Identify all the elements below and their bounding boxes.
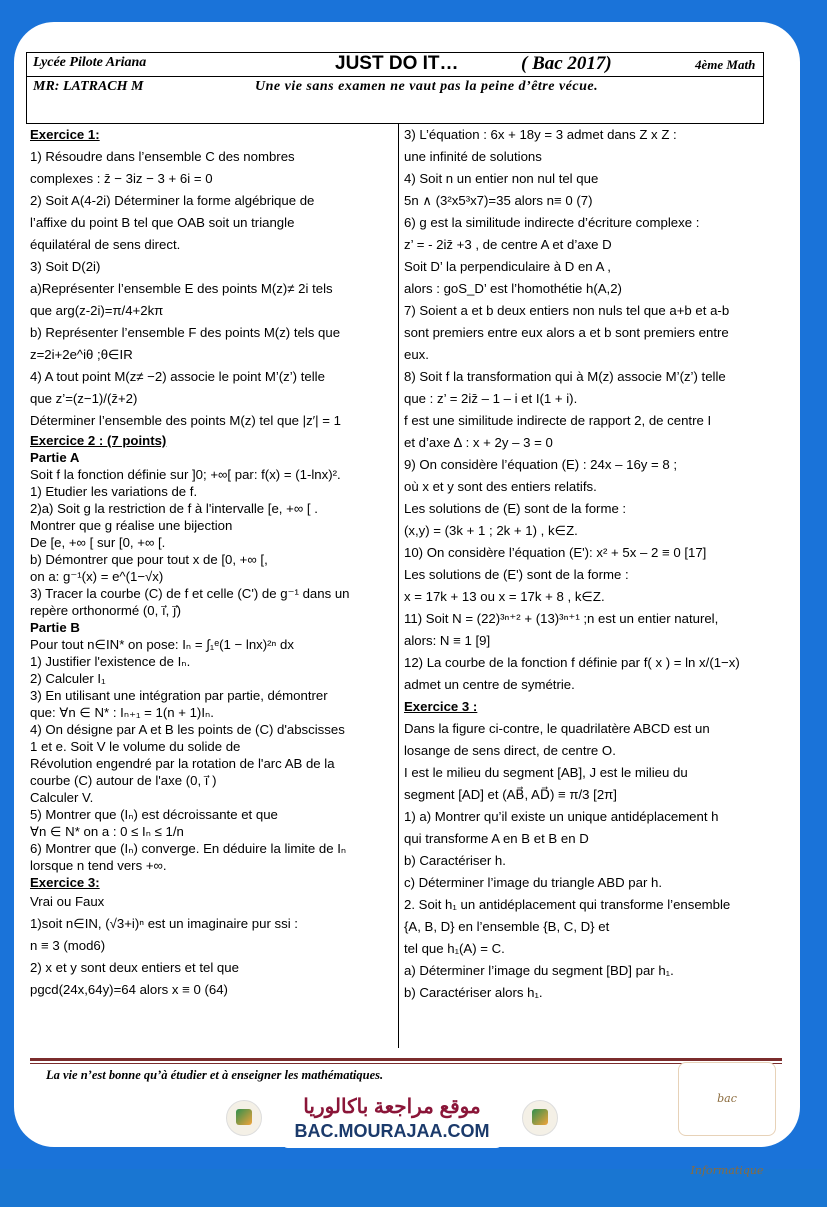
right-exercises-block: [404, 124, 784, 1004]
text-line: 1) a) Montrer qu’il existe un unique antidéplacement h: [404, 809, 719, 824]
text-line: repère orthonormé (0, i⃗, j⃗): [30, 603, 181, 618]
text-line: c) Déterminer l’image du triangle ABD par h.: [404, 875, 662, 890]
text-line: complexes : z̄ − 3iz − 3 + 6i = 0: [30, 171, 213, 186]
text-line: f est une similitude indirecte de rapport 2, de centre I: [404, 413, 712, 428]
exercise-1-block: [30, 124, 398, 432]
text-line: Exercice 1:: [30, 127, 100, 142]
exercise-2-block: [30, 432, 398, 891]
text-line: {A, B, D} en l’ensemble {B, C, D} et: [404, 919, 610, 934]
right-column: [404, 124, 784, 1004]
text-line: ∀n ∈ N* on a : 0 ≤ Iₙ ≤ 1/n: [30, 824, 184, 839]
text-line: admet un centre de symétrie.: [404, 677, 575, 692]
text-line: a) Déterminer l’image du segment [BD] par h₁.: [404, 963, 674, 978]
text-line: 1) Résoudre dans l’ensemble C des nombres: [30, 149, 295, 164]
text-line: Soit f la fonction définie sur ]0; +∞[ par: f(x) = (1-lnx)².: [30, 467, 341, 482]
text-line: Exercice 2 : (7 points): [30, 433, 167, 448]
text-line: 4) A tout point M(z≠ −2) associe le point M’(z’) telle: [30, 369, 325, 384]
text-line: lorsque n tend vers +∞.: [30, 858, 167, 873]
text-line: Déterminer l’ensemble des points M(z) tel que |z′| = 1: [30, 413, 341, 428]
text-line: que: ∀n ∈ N* : Iₙ₊₁ = 1(n + 1)Iₙ.: [30, 705, 214, 720]
text-line: 2) Soit A(4-2i) Déterminer la forme algébrique de: [30, 193, 315, 208]
footer-rule: [30, 1058, 782, 1061]
text-line: 3) Soit D(2i): [30, 259, 101, 274]
text-line: (x,y) = (3k + 1 ; 2k + 1) , k∈Z.: [404, 523, 578, 538]
site-logo-icon-left: [226, 1100, 262, 1136]
text-line: 5) Montrer que (Iₙ) est décroissante et que: [30, 807, 278, 822]
text-line: Montrer que g réalise une bijection: [30, 518, 233, 533]
text-line: 1) Etudier les variations de f.: [30, 484, 198, 499]
text-line: z’ = - 2iz̄ +3 , de centre A et d’axe D: [404, 237, 612, 252]
text-line: courbe (C) autour de l'axe (0, i⃗ ): [30, 773, 217, 788]
text-line: Pour tout n∈IN* on pose: Iₙ = ∫₁ᵉ(1 − lnx)²ⁿ dx: [30, 637, 294, 652]
text-line: b) Représenter l’ensemble F des points M(z) tels que: [30, 325, 341, 340]
text-line: De [e, +∞ [ sur [0, +∞ [.: [30, 535, 166, 550]
text-line: 8) Soit f la transformation qui à M(z) associe M’(z’) telle: [404, 369, 726, 384]
exercise-3-truefalse-block: [30, 891, 398, 1001]
text-line: Exercice 3:: [30, 875, 100, 890]
site-watermark[interactable]: [282, 1090, 502, 1148]
text-line: où x et y sont des entiers relatifs.: [404, 479, 597, 494]
bac-informatique-logo: bac Informatique: [678, 1062, 776, 1136]
text-line: alors: N ≡ 1 [9]: [404, 633, 491, 648]
header-divider: [27, 76, 763, 77]
text-line: a)Représenter l’ensemble E des points M(z)≠ 2i tels: [30, 281, 333, 296]
text-line: Partie A: [30, 450, 80, 465]
text-line: 4) Soit n un entier non nul tel que: [404, 171, 599, 186]
text-line: 3) Tracer la courbe (C) de f et celle (C') de g⁻¹ dans un: [30, 586, 350, 601]
text-line: 9) On considère l’équation (E) : 24x – 16y = 8 ;: [404, 457, 678, 472]
text-line: Les solutions de (E') sont de la forme :: [404, 567, 629, 582]
text-line: b) Démontrer que pour tout x de [0, +∞ [,: [30, 552, 268, 567]
text-line: 3) L’équation : 6x + 18y = 3 admet dans Z x Z :: [404, 127, 677, 142]
text-line: pgcd(24x,64y)=64 alors x ≡ 0 (64): [30, 982, 228, 997]
text-line: on a: g⁻¹(x) = e^(1−√x): [30, 569, 164, 584]
teacher-name: MR: LATRACH M: [33, 79, 144, 94]
text-line: x = 17k + 13 ou x = 17k + 8 , k∈Z.: [404, 589, 605, 604]
text-line: tel que h₁(A) = C.: [404, 941, 505, 956]
text-line: Partie B: [30, 620, 80, 635]
text-line: b) Caractériser h.: [404, 853, 506, 868]
exam-title: JUST DO IT…: [335, 53, 459, 74]
text-line: 5n ∧ (3²x5³x7)=35 alors n≡ 0 (7): [404, 193, 593, 208]
text-line: qui transforme A en B et B en D: [404, 831, 589, 846]
text-line: que arg(z-2i)=π/4+2kπ: [30, 303, 164, 318]
text-line: 12) La courbe de la fonction f définie par f( x ) = ln x/(1−x): [404, 655, 740, 670]
text-line: que z’=(z−1)/(z̄+2): [30, 391, 138, 406]
class-level: 4ème Math: [695, 57, 756, 72]
text-line: n ≡ 3 (mod6): [30, 938, 106, 953]
text-line: que : z’ = 2iz̄ – 1 – i et I(1 + i).: [404, 391, 578, 406]
text-line: alors : goS_D’ est l’homothétie h(A,2): [404, 281, 622, 296]
text-line: I est le milieu du segment [AB], J est le milieu du: [404, 765, 688, 780]
text-line: Calculer V.: [30, 790, 94, 805]
text-line: 11) Soit N = (22)³ⁿ⁺² + (13)³ⁿ⁺¹ ;n est un entier naturel,: [404, 611, 719, 626]
text-line: losange de sens direct, de centre O.: [404, 743, 616, 758]
column-divider: [398, 124, 399, 1048]
text-line: Soit D’ la perpendiculaire à D en A ,: [404, 259, 611, 274]
text-line: z=2i+2e^iθ ;θ∈IR: [30, 347, 133, 362]
text-line: équilatéral de sens direct.: [30, 237, 181, 252]
site-arabic-name: موقع مراجعة باكالوريا: [303, 1096, 481, 1118]
text-line: et d’axe ∆ : x + 2y – 3 = 0: [404, 435, 553, 450]
text-line: 2. Soit h₁ un antidéplacement qui transforme l’ensemble: [404, 897, 731, 912]
left-column: [30, 124, 398, 1001]
footer-rule-thin: [30, 1063, 782, 1064]
site-logo-icon-right: [522, 1100, 558, 1136]
text-line: 6) Montrer que (Iₙ) converge. En déduire la limite de Iₙ: [30, 841, 347, 856]
text-line: 6) g est la similitude indirecte d’écriture complexe :: [404, 215, 700, 230]
text-line: 1) Justifier l'existence de Iₙ.: [30, 654, 191, 669]
exam-year: ( Bac 2017): [521, 53, 612, 74]
text-line: 2) x et y sont deux entiers et tel que: [30, 960, 239, 975]
school-name: Lycée Pilote Ariana: [33, 55, 147, 70]
text-line: 3) En utilisant une intégration par partie, démontrer: [30, 688, 328, 703]
text-line: 1 et e. Soit V le volume du solide de: [30, 739, 241, 754]
text-line: Révolution engendré par la rotation de l'arc AB de la: [30, 756, 335, 771]
text-line: 2) Calculer I₁: [30, 671, 106, 686]
text-line: 10) On considère l’équation (E'): x² + 5x – 2 ≡ 0 [17]: [404, 545, 707, 560]
text-line: segment [AD] et (AB⃗, AD⃗) ≡ π/3 [2π]: [404, 787, 617, 802]
text-line: b) Caractériser alors h₁.: [404, 985, 543, 1000]
text-line: Vrai ou Faux: [30, 894, 105, 909]
text-line: l’affixe du point B tel que OAB soit un triangle: [30, 215, 295, 230]
text-line: 2)a) Soit g la restriction de f à l'intervalle [e, +∞ [ .: [30, 501, 318, 516]
site-url-link[interactable]: BAC.MOURAJAA.COM: [294, 1121, 490, 1141]
text-line: Les solutions de (E) sont de la forme :: [404, 501, 627, 516]
text-line: 1)soit n∈IN, (√3+i)ⁿ est un imaginaire pur ssi :: [30, 916, 298, 931]
footer-quote: La vie n’est bonne qu’à étudier et à enseigner les mathématiques.: [46, 1068, 384, 1082]
text-line: Dans la figure ci-contre, le quadrilatère ABCD est un: [404, 721, 710, 736]
text-line: 7) Soient a et b deux entiers non nuls tel que a+b et a-b: [404, 303, 730, 318]
text-line: sont premiers entre eux alors a et b sont premiers entre: [404, 325, 729, 340]
text-line: eux.: [404, 347, 429, 362]
header-motto: Une vie sans examen ne vaut pas la peine d’être vécue.: [255, 79, 599, 94]
text-line: 4) On désigne par A et B les points de (C) d'abscisses: [30, 722, 345, 737]
text-line: Exercice 3 :: [404, 699, 478, 714]
text-line: une infinité de solutions: [404, 149, 542, 164]
exam-header: [26, 52, 764, 124]
